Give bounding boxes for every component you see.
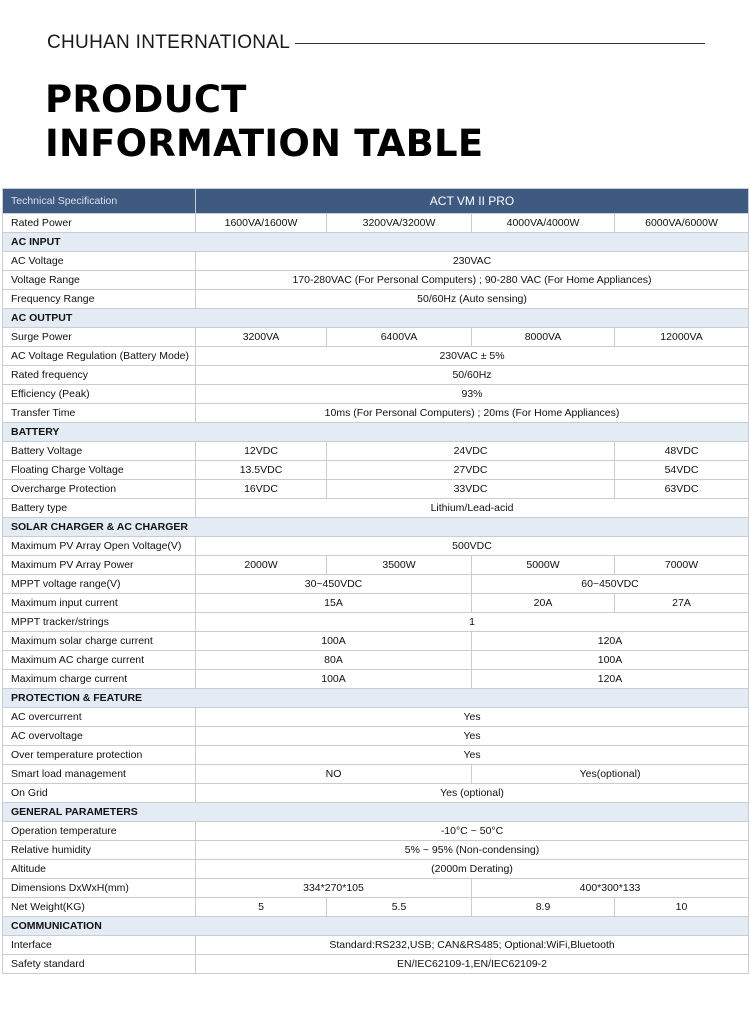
table-row (3, 404, 749, 423)
spec-label: Maximum charge current (3, 670, 196, 689)
spec-value: 13.5VDC (196, 461, 327, 480)
spec-value: 10 (615, 898, 749, 917)
spec-label: MPPT tracker/strings (3, 613, 196, 632)
spec-label: Maximum PV Array Open Voltage(V) (3, 537, 196, 556)
spec-label: AC Voltage (3, 252, 196, 271)
table-row (3, 746, 749, 765)
spec-value: 54VDC (615, 461, 749, 480)
table-row (3, 955, 749, 974)
spec-label: Voltage Range (3, 271, 196, 290)
section-title: GENERAL PARAMETERS (3, 803, 749, 822)
spec-value: 3200VA (196, 328, 327, 347)
spec-label: Safety standard (3, 955, 196, 974)
table-row (3, 594, 749, 613)
table-row (3, 499, 749, 518)
spec-label: Floating Charge Voltage (3, 461, 196, 480)
table-row (3, 632, 749, 651)
table-row (3, 347, 749, 366)
spec-header-label: Technical Specification (3, 189, 196, 214)
table-row (3, 575, 749, 594)
spec-value: 2000W (196, 556, 327, 575)
spec-label: Smart load management (3, 765, 196, 784)
table-row (3, 765, 749, 784)
spec-value: Yes(optional) (472, 765, 749, 784)
section-row (3, 423, 749, 442)
spec-label: Battery Voltage (3, 442, 196, 461)
spec-label: Maximum AC charge current (3, 651, 196, 670)
table-row (3, 366, 749, 385)
table-row (3, 822, 749, 841)
spec-table-header (3, 189, 749, 214)
spec-label: Efficiency (Peak) (3, 385, 196, 404)
section-row (3, 309, 749, 328)
spec-label: Transfer Time (3, 404, 196, 423)
table-row (3, 556, 749, 575)
spec-value: 230VAC (196, 252, 749, 271)
spec-value: 48VDC (615, 442, 749, 461)
spec-value: (2000m Derating) (196, 860, 749, 879)
spec-label: Rated Power (3, 214, 196, 233)
table-row (3, 670, 749, 689)
spec-value: 5.5 (327, 898, 472, 917)
spec-label: Maximum input current (3, 594, 196, 613)
spec-value: 60~450VDC (472, 575, 749, 594)
table-row (3, 613, 749, 632)
spec-value: 50/60Hz (Auto sensing) (196, 290, 749, 309)
spec-value: 8000VA (472, 328, 615, 347)
table-row (3, 936, 749, 955)
section-title: COMMUNICATION (3, 917, 749, 936)
spec-value: 3200VA/3200W (327, 214, 472, 233)
spec-value: Lithium/Lead-acid (196, 499, 749, 518)
brand-name: CHUHAN INTERNATIONAL (47, 32, 291, 53)
spec-table-body (3, 214, 749, 974)
table-row (3, 860, 749, 879)
spec-value: EN/IEC62109-1,EN/IEC62109-2 (196, 955, 749, 974)
spec-label: Over temperature protection (3, 746, 196, 765)
spec-value: 6400VA (327, 328, 472, 347)
section-title: PROTECTION & FEATURE (3, 689, 749, 708)
spec-value: 30~450VDC (196, 575, 472, 594)
page-title (45, 78, 483, 166)
table-row (3, 214, 749, 233)
spec-value: 33VDC (327, 480, 615, 499)
spec-table (2, 188, 749, 974)
spec-value: 5% ~ 95% (Non-condensing) (196, 841, 749, 860)
spec-value: 63VDC (615, 480, 749, 499)
page-title-line-1: PRODUCT (45, 78, 247, 121)
spec-value: 400*300*133 (472, 879, 749, 898)
section-row (3, 233, 749, 252)
spec-value: 27A (615, 594, 749, 613)
brand-header (47, 30, 705, 56)
spec-label: Operation temperature (3, 822, 196, 841)
table-row (3, 879, 749, 898)
spec-value: 6000VA/6000W (615, 214, 749, 233)
table-row (3, 537, 749, 556)
table-row (3, 708, 749, 727)
spec-label: AC overvoltage (3, 727, 196, 746)
spec-value: 80A (196, 651, 472, 670)
section-title: SOLAR CHARGER & AC CHARGER (3, 518, 749, 537)
table-row (3, 442, 749, 461)
spec-value: 8.9 (472, 898, 615, 917)
spec-value: -10°C ~ 50°C (196, 822, 749, 841)
section-title: AC OUTPUT (3, 309, 749, 328)
table-row (3, 898, 749, 917)
spec-label: Net Weight(KG) (3, 898, 196, 917)
spec-value: 10ms (For Personal Computers) ; 20ms (For Home Appliances) (196, 404, 749, 423)
spec-label: Altitude (3, 860, 196, 879)
spec-value: 230VAC ± 5% (196, 347, 749, 366)
table-row (3, 461, 749, 480)
spec-value: 50/60Hz (196, 366, 749, 385)
spec-value: 1 (196, 613, 749, 632)
spec-label: MPPT voltage range(V) (3, 575, 196, 594)
spec-value: 100A (196, 670, 472, 689)
table-row (3, 385, 749, 404)
section-row (3, 917, 749, 936)
spec-value: 7000W (615, 556, 749, 575)
spec-value: 12VDC (196, 442, 327, 461)
spec-label: Maximum solar charge current (3, 632, 196, 651)
spec-label: AC overcurrent (3, 708, 196, 727)
spec-value: 5 (196, 898, 327, 917)
spec-label: On Grid (3, 784, 196, 803)
spec-label: Battery type (3, 499, 196, 518)
spec-label: Relative humidity (3, 841, 196, 860)
spec-value: 4000VA/4000W (472, 214, 615, 233)
section-row (3, 803, 749, 822)
spec-label: Dimensions DxWxH(mm) (3, 879, 196, 898)
spec-value: Yes (196, 746, 749, 765)
spec-label: Frequency Range (3, 290, 196, 309)
spec-label: Rated frequency (3, 366, 196, 385)
spec-value: 170-280VAC (For Personal Computers) ; 90-280 VAC (For Home Appliances) (196, 271, 749, 290)
page-title-line-2: INFORMATION TABLE (45, 122, 484, 165)
table-row (3, 784, 749, 803)
spec-value: 100A (472, 651, 749, 670)
brand-divider (295, 43, 705, 44)
spec-label: Maximum PV Array Power (3, 556, 196, 575)
spec-label: Interface (3, 936, 196, 955)
spec-label: Surge Power (3, 328, 196, 347)
section-row (3, 689, 749, 708)
table-row (3, 290, 749, 309)
spec-header-model: ACT VM II PRO (196, 189, 749, 214)
spec-value: 16VDC (196, 480, 327, 499)
spec-value: Yes (196, 727, 749, 746)
spec-value: 27VDC (327, 461, 615, 480)
table-row (3, 727, 749, 746)
spec-value: 334*270*105 (196, 879, 472, 898)
spec-value: 20A (472, 594, 615, 613)
section-title: BATTERY (3, 423, 749, 442)
spec-value: 120A (472, 632, 749, 651)
spec-value: Yes (196, 708, 749, 727)
spec-value: 3500W (327, 556, 472, 575)
spec-label: Overcharge Protection (3, 480, 196, 499)
table-row (3, 271, 749, 290)
spec-value: Yes (optional) (196, 784, 749, 803)
spec-value: 1600VA/1600W (196, 214, 327, 233)
spec-value: NO (196, 765, 472, 784)
spec-value: 100A (196, 632, 472, 651)
section-title: AC INPUT (3, 233, 749, 252)
table-row (3, 328, 749, 347)
table-row (3, 841, 749, 860)
spec-value: 5000W (472, 556, 615, 575)
table-row (3, 480, 749, 499)
spec-value: 120A (472, 670, 749, 689)
spec-label: AC Voltage Regulation (Battery Mode) (3, 347, 196, 366)
section-row (3, 518, 749, 537)
spec-value: 500VDC (196, 537, 749, 556)
spec-value: 24VDC (327, 442, 615, 461)
table-row (3, 252, 749, 271)
spec-value: 12000VA (615, 328, 749, 347)
spec-value: 15A (196, 594, 472, 613)
table-row (3, 651, 749, 670)
spec-value: Standard:RS232,USB; CAN&RS485; Optional:WiFi,Bluetooth (196, 936, 749, 955)
spec-value: 93% (196, 385, 749, 404)
